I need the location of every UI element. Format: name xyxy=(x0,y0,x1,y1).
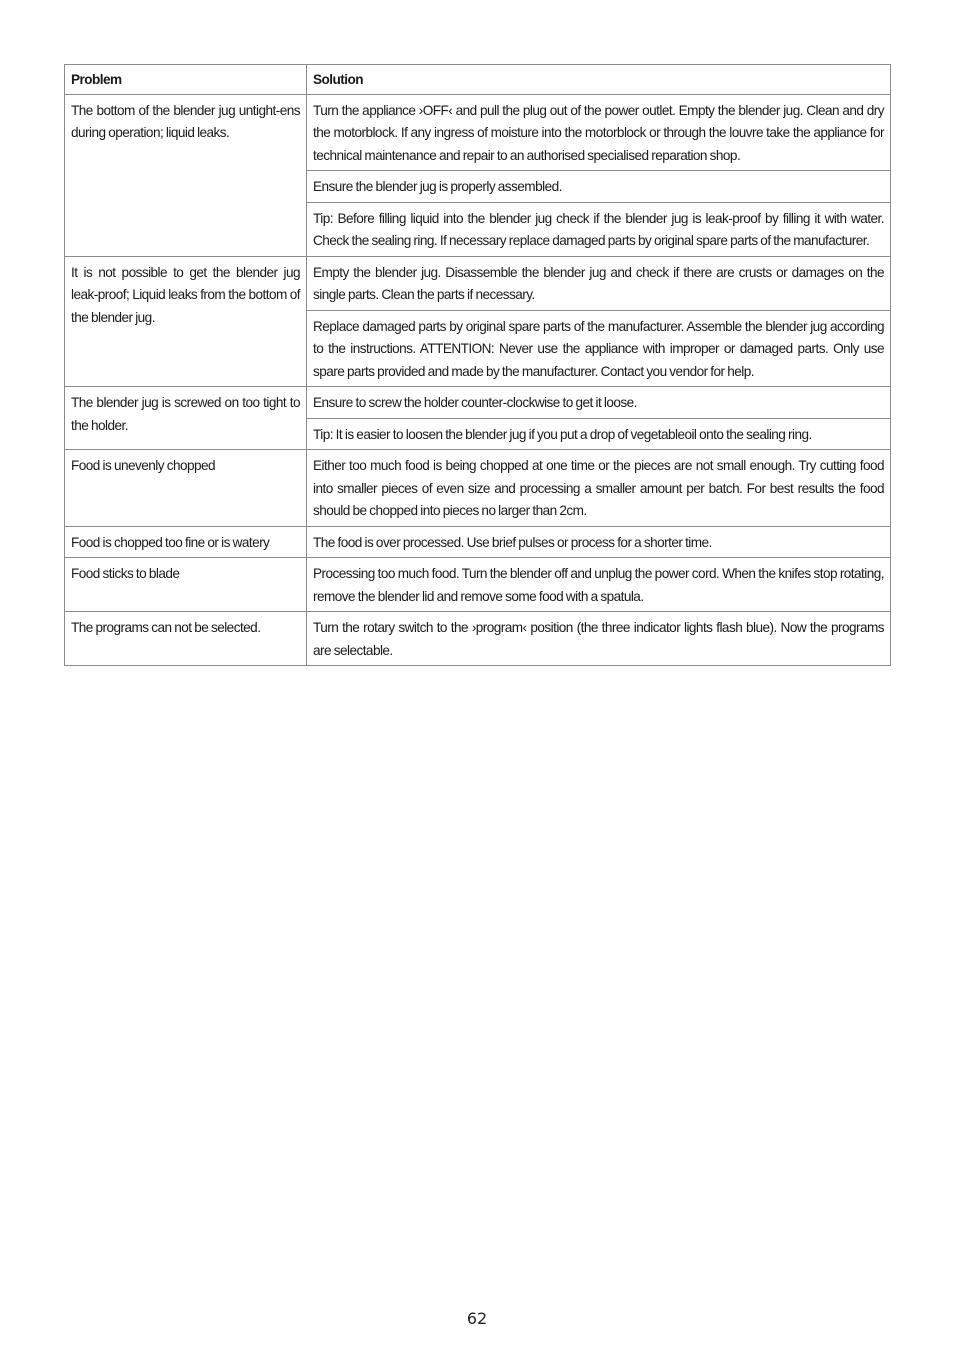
problem-cell: The bottom of the blender jug untight-ens during operation; liquid leaks. xyxy=(65,94,307,256)
table-row xyxy=(65,387,891,419)
problem-cell: Food sticks to blade xyxy=(65,558,307,612)
table-row xyxy=(65,94,891,171)
solution-cell: Ensure to screw the holder counter-clockwise to get it loose. xyxy=(307,387,891,419)
solution-cell: Replace damaged parts by original spare parts of the manufacturer. Assemble the blender jug according to the instructions. ATTENTION: Never use the appliance with improper or damaged parts. Only use spare parts provided and made by the manufacturer. Contact you vendor for help. xyxy=(307,310,891,387)
problem-cell: The programs can not be selected. xyxy=(65,612,307,666)
solution-cell: Turn the appliance ›OFF‹ and pull the plug out of the power outlet. Empty the blender jug. Clean and dry the motorblock. If any ingress of moisture into the motorblock or through the louvre take the appliance for technical maintenance and repair to an authorised specialised reparation shop. xyxy=(307,94,891,171)
table-header-row xyxy=(65,65,891,95)
problem-cell: Food is unevenly chopped xyxy=(65,450,307,527)
solution-cell: Tip: It is easier to loosen the blender jug if you put a drop of vegetableoil onto the sealing ring. xyxy=(307,418,891,450)
solution-cell: Ensure the blender jug is properly assembled. xyxy=(307,171,891,203)
solution-cell: Empty the blender jug. Disassemble the blender jug and check if there are crusts or damages on the single parts. Clean the parts if necessary. xyxy=(307,256,891,310)
solution-cell: Processing too much food. Turn the blender off and unplug the power cord. When the knifes stop rotating, remove the blender lid and remove some food with a spatula. xyxy=(307,558,891,612)
solution-cell: Either too much food is being chopped at one time or the pieces are not small enough. Try cutting food into smaller pieces of even size and processing a smaller amount per batch. For best results the food should be chopped into pieces no larger than 2cm. xyxy=(307,450,891,527)
solution-cell: Turn the rotary switch to the ›program‹ position (the three indicator lights flash blue). Now the programs are selectable. xyxy=(307,612,891,666)
table-row xyxy=(65,450,891,527)
header-problem: Problem xyxy=(65,65,307,95)
table-row xyxy=(65,256,891,310)
page-number: 62 xyxy=(466,1309,488,1328)
troubleshooting-table xyxy=(64,64,891,666)
solution-cell: The food is over processed. Use brief pulses or process for a shorter time. xyxy=(307,526,891,558)
table-row xyxy=(65,558,891,612)
table-row xyxy=(65,612,891,666)
solution-cell: Tip: Before filling liquid into the blender jug check if the blender jug is leak-proof by filling it with water. Check the sealing ring. If necessary replace damaged parts by original spare parts of the manufacturer. xyxy=(307,202,891,256)
table-row xyxy=(65,526,891,558)
problem-cell: Food is chopped too fine or is watery xyxy=(65,526,307,558)
problem-cell: It is not possible to get the blender jug leak-proof; Liquid leaks from the bottom of the blender jug. xyxy=(65,256,307,387)
header-solution: Solution xyxy=(307,65,891,95)
problem-cell: The blender jug is screwed on too tight to the holder. xyxy=(65,387,307,450)
